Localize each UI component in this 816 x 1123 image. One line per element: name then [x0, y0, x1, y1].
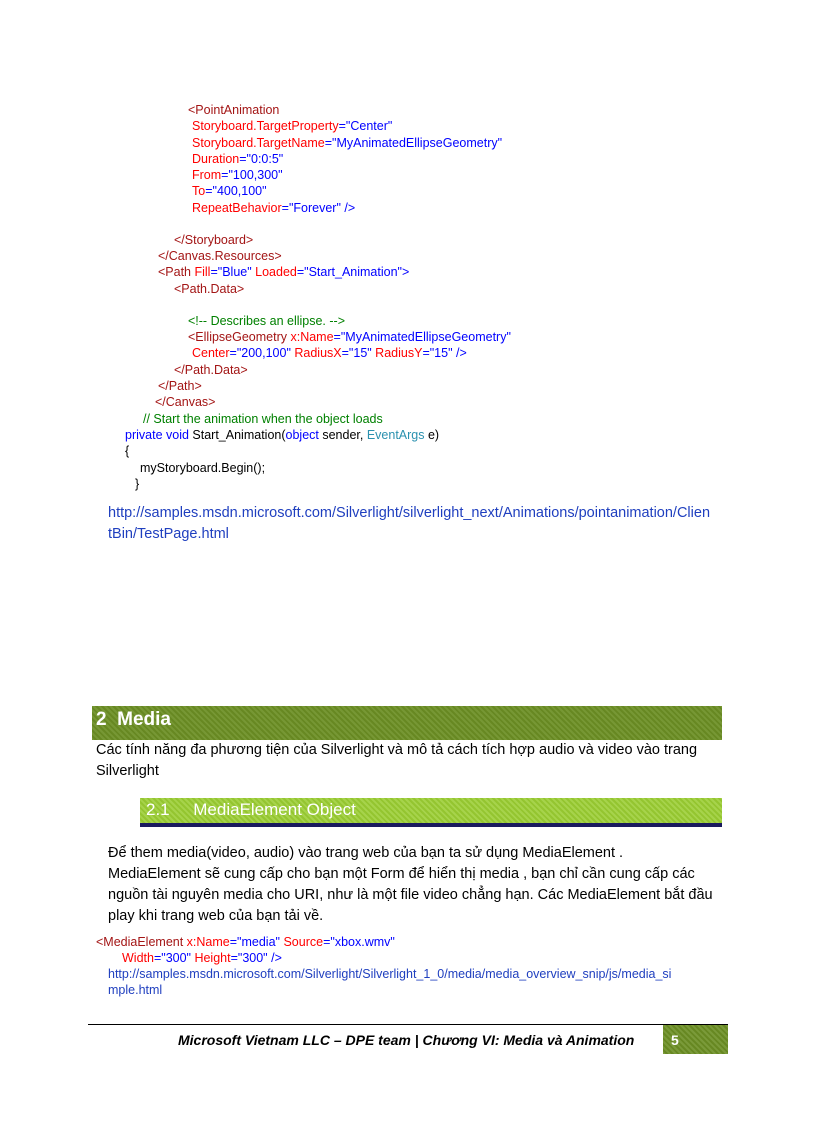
code-token: To: [192, 184, 206, 198]
subsection-paragraph: [108, 843, 720, 927]
section-title: Media: [117, 709, 171, 730]
paragraph-line: Silverlight: [96, 763, 159, 779]
code-line: [174, 281, 244, 297]
code-token: <MediaElement: [96, 935, 184, 949]
code-token: Loaded: [251, 265, 297, 279]
code-token: ="15": [341, 346, 372, 360]
code-line: [158, 378, 202, 394]
code-token: Fill: [191, 265, 211, 279]
code-token: </Path>: [158, 379, 202, 393]
section-heading-bar: [92, 706, 722, 740]
code-token: >: [401, 265, 410, 279]
code-line: [140, 460, 265, 476]
link-line[interactable]: http://samples.msdn.microsoft.com/Silverlight/Silverlight_1_0/media/media_overview_snip/js/media_si: [108, 967, 672, 981]
code-line: [188, 313, 345, 329]
code-token: ="200,100": [229, 346, 291, 360]
code-token: <PointAnimation: [188, 103, 280, 117]
code-token: <EllipseGeometry: [188, 330, 287, 344]
code-token: ="300": [153, 951, 191, 965]
paragraph-line: play khi trang web của bạn tải về.: [108, 908, 324, 924]
code-line: [125, 427, 439, 443]
code-token: Storyboard.TargetName: [192, 136, 325, 150]
section-number: 2: [96, 709, 107, 730]
code-token: ="300": [230, 951, 268, 965]
code-token: </Storyboard>: [174, 233, 254, 247]
code-token: sender,: [318, 428, 367, 442]
code-token: />: [267, 951, 282, 965]
code-token: ="100,300": [221, 168, 283, 182]
code-line: [174, 362, 248, 378]
code-token: Width: [122, 951, 154, 965]
link-line[interactable]: http://samples.msdn.microsoft.com/Silverlight/silverlight_next/Animations/pointanimation/Clien: [108, 505, 711, 521]
code-token: ="MyAnimatedEllipseGeometry": [324, 136, 503, 150]
code-token: ="media": [229, 935, 280, 949]
code-comment: // Start the animation when the object loads: [143, 412, 383, 426]
subsection-title: MediaElement Object: [193, 800, 356, 819]
code-token: </Canvas.Resources>: [158, 249, 282, 263]
sample-link-pointanimation[interactable]: [108, 503, 710, 545]
code-token: RadiusY: [371, 346, 423, 360]
section-heading: [96, 709, 171, 731]
code-token: ="Blue": [210, 265, 252, 279]
code-token: Start_Animation(: [188, 428, 286, 442]
code-token: {: [125, 444, 130, 458]
code-token: <Path: [158, 265, 192, 279]
paragraph-line: MediaElement sẽ cung cấp cho bạn một Form để hiển thị media , bạn chỉ cần cung cấp các: [108, 866, 695, 882]
code-token: From: [192, 168, 222, 182]
code-token: e): [424, 428, 440, 442]
subsection-number: 2.1: [146, 800, 170, 819]
paragraph-line: nguồn tài nguyên media cho URI, như là một file video chẳng hạn. Các MediaElement bắt đầu: [108, 887, 713, 903]
code-token: ="400,100": [205, 184, 267, 198]
code-token: RadiusX: [290, 346, 342, 360]
code-line: [174, 232, 253, 248]
code-line: [192, 118, 392, 134]
code-token: Center: [192, 346, 230, 360]
code-token: x:Name: [287, 330, 334, 344]
code-line: [192, 151, 283, 167]
code-token: Duration: [192, 152, 240, 166]
code-line: [192, 135, 502, 151]
subsection-heading: [146, 800, 356, 820]
code-token: }: [135, 477, 140, 491]
code-line: [188, 329, 511, 345]
subsection-underline: [140, 823, 722, 827]
code-token: ="Start_Animation": [296, 265, 402, 279]
code-token: Source: [279, 935, 324, 949]
code-line: [155, 394, 215, 410]
code-token: ="Center": [338, 119, 393, 133]
sample-link-media[interactable]: [108, 966, 671, 998]
footer-text: Microsoft Vietnam LLC – DPE team | Chương VI: Media và Animation: [178, 1032, 635, 1048]
code-line: [192, 167, 283, 183]
code-line: [96, 934, 395, 950]
code-token: x:Name: [183, 935, 230, 949]
page-number: 5: [671, 1032, 679, 1048]
code-token: RepeatBehavior: [192, 201, 282, 215]
code-line: [188, 102, 279, 118]
code-token: ="0:0:5": [239, 152, 284, 166]
code-token: private void: [125, 428, 189, 442]
code-token: myStoryboard.Begin();: [140, 461, 266, 475]
code-line: [158, 264, 409, 280]
code-token: />: [340, 201, 356, 215]
code-token: />: [452, 346, 467, 360]
code-line: [158, 248, 282, 264]
code-token: object: [285, 428, 319, 442]
code-token: ="MyAnimatedEllipseGeometry": [333, 330, 511, 344]
code-token: Height: [190, 951, 231, 965]
paragraph-line: Để them media(video, audio) vào trang web của bạn ta sử dụng MediaElement .: [108, 845, 624, 861]
code-token: ="xbox.wmv": [323, 935, 395, 949]
code-token: ="Forever": [281, 201, 341, 215]
code-token: ="15": [422, 346, 453, 360]
code-line: [143, 411, 383, 427]
code-line: [122, 950, 282, 966]
footer-rule: [88, 1024, 728, 1025]
code-token: </Path.Data>: [174, 363, 248, 377]
code-line: [125, 443, 129, 459]
code-token: Storyboard.TargetProperty: [192, 119, 339, 133]
section-intro: [96, 740, 720, 782]
code-line: [192, 183, 267, 199]
code-line: [192, 345, 467, 361]
link-line[interactable]: tBin/TestPage.html: [108, 526, 229, 542]
link-line[interactable]: mple.html: [108, 983, 163, 997]
code-token: <Path.Data>: [174, 282, 245, 296]
code-token: EventArgs: [366, 428, 425, 442]
paragraph-line: Các tính năng đa phương tiện của Silverlight và mô tả cách tích hợp audio và video vào trang: [96, 742, 698, 758]
code-comment: <!-- Describes an ellipse. -->: [188, 314, 346, 328]
code-token: </Canvas>: [155, 395, 216, 409]
code-line: [192, 200, 355, 216]
code-line: [135, 476, 139, 492]
